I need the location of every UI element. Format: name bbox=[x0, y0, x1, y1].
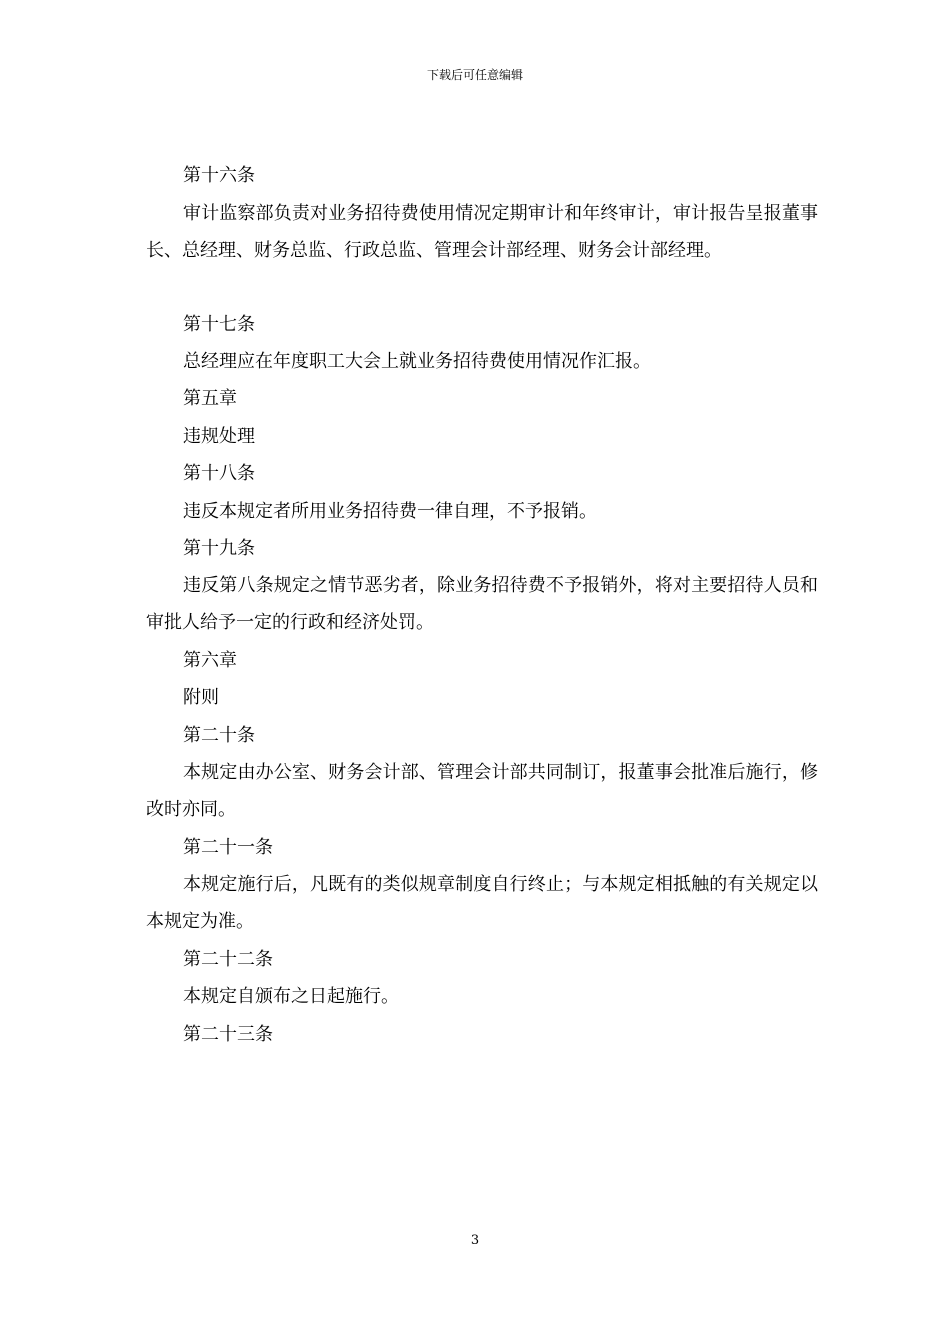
article-text: 违反第八条规定之情节恶劣者，除业务招待费不予报销外，将对主要招待人员和审批人给予一定的行政和经济处罚。 bbox=[146, 575, 818, 633]
chapter-heading: 第六章 bbox=[183, 650, 237, 671]
page-number: 3 bbox=[470, 1233, 480, 1248]
article-text: 违反本规定者所用业务招待费一律自理，不予报销。 bbox=[183, 501, 597, 522]
article-heading: 第二十一条 bbox=[183, 837, 273, 858]
article-text: 本规定由办公室、财务会计部、管理会计部共同制订，报董事会批准后施行，修改时亦同。 bbox=[146, 762, 818, 820]
article-heading: 第二十三条 bbox=[183, 1024, 273, 1045]
article-heading: 第十九条 bbox=[183, 538, 255, 559]
article-text: 本规定自颁布之日起施行。 bbox=[183, 986, 399, 1007]
chapter-heading: 第五章 bbox=[183, 388, 237, 409]
article-text: 本规定施行后，凡既有的类似规章制度自行终止；与本规定相抵触的有关规定以本规定为准。 bbox=[146, 874, 818, 932]
chapter-title: 违规处理 bbox=[183, 426, 255, 447]
article-heading: 第二十二条 bbox=[183, 949, 273, 970]
article-text: 总经理应在年度职工大会上就业务招待费使用情况作汇报。 bbox=[183, 351, 651, 372]
article-heading: 第十八条 bbox=[183, 463, 255, 484]
article-heading: 第十七条 bbox=[183, 314, 255, 335]
article-heading: 第十六条 bbox=[183, 165, 255, 186]
article-heading: 第二十条 bbox=[183, 725, 255, 746]
article-text: 审计监察部负责对业务招待费使用情况定期审计和年终审计，审计报告呈报董事长、总经理、财务总监、行政总监、管理会计部经理、财务会计部经理。 bbox=[146, 203, 818, 261]
page-header: 下载后可任意编辑 bbox=[426, 68, 523, 82]
chapter-title: 附则 bbox=[183, 687, 219, 708]
